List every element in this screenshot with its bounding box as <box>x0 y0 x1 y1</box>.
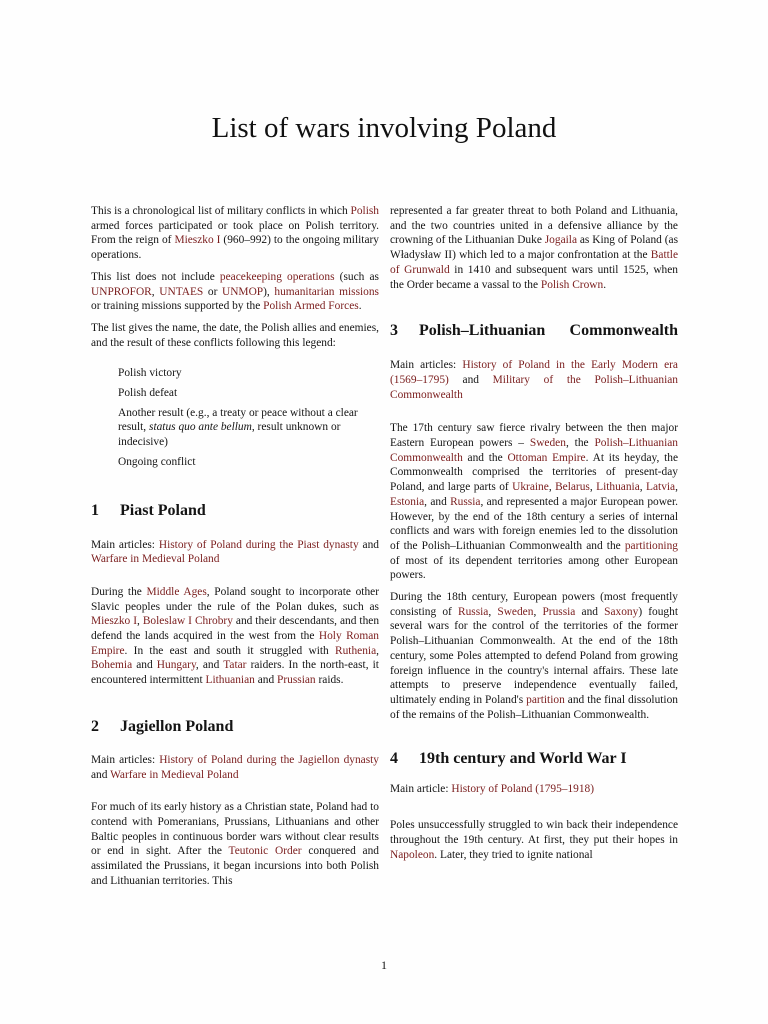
section-number: 4 <box>390 750 398 768</box>
text: (960–992) to the ongoing military operations. <box>91 234 379 262</box>
page-title: List of wars involving Poland <box>211 112 557 144</box>
section-title: 19th century and World War I <box>419 750 627 768</box>
text: , <box>151 285 160 298</box>
legend-ongoing: Ongoing conflict <box>118 455 196 468</box>
text: raids. <box>315 674 344 687</box>
link-mieszko-i[interactable]: Mieszko I <box>91 615 137 628</box>
commonwealth-body-2 <box>390 590 678 722</box>
legend-victory: Polish victory <box>118 367 182 380</box>
link-ukraine[interactable]: Ukraine <box>512 481 549 494</box>
text: . Later, they tried to ignite national <box>434 848 593 861</box>
text: , <box>376 644 379 657</box>
main-articles-jagiellon <box>91 753 379 782</box>
link-battle-of-grunwald[interactable]: Battle of Grunwald <box>390 249 678 276</box>
link-jogaila[interactable]: Jogaila <box>544 234 578 247</box>
text: of most of its dependent territories among other European powers. <box>390 554 678 582</box>
link-saxony[interactable]: Saxony <box>604 605 639 618</box>
text: and <box>132 659 157 672</box>
text: in 1410 and subsequent wars until 1525, when the Order became a vassal to the <box>390 263 679 291</box>
text: Another result (e.g., a treaty or peace without a clear result, <box>118 406 358 434</box>
text: , <box>533 605 543 618</box>
link-polish-armed-forces[interactable]: Polish Armed Forces <box>263 300 359 313</box>
link-untaes[interactable]: UNTAES <box>159 285 204 298</box>
link-teutonic-order[interactable]: Teutonic Order <box>228 845 302 858</box>
link-ottoman-empire[interactable]: Ottoman Empire <box>507 451 586 464</box>
text: . At its heyday, the Commonwealth comprised the territories of present-day Poland, and large parts of <box>390 451 678 494</box>
text: During the <box>91 585 147 598</box>
text: and their descendants, and then defend the lands acquired in the west from the <box>91 615 380 643</box>
link-holy-roman-empire[interactable]: Holy Roman Empire <box>91 630 379 657</box>
link-warfare-medieval-poland[interactable]: Warfare in Medieval Poland <box>110 768 239 781</box>
text: Poles unsuccessfully struggled to win back their independence throughout the 19th century. At first, they put their hopes in <box>390 819 678 846</box>
text: , <box>639 481 647 494</box>
text: , <box>589 481 597 494</box>
jagiellon-continued <box>390 204 678 292</box>
text: , <box>488 605 498 618</box>
link-sweden[interactable]: Sweden <box>529 437 566 450</box>
link-tatar[interactable]: Tatar <box>223 659 247 672</box>
page-number: 1 <box>381 958 387 972</box>
link-prussian[interactable]: Prussian <box>277 674 316 687</box>
link-lithuania[interactable]: Lithuania <box>596 481 640 494</box>
intro-paragraph-2 <box>91 270 379 314</box>
text: and the final dissolution of the remains of the Polish–Lithuanian Commonwealth. <box>390 693 678 721</box>
result-legend <box>118 366 379 469</box>
left-column <box>91 204 379 896</box>
intro-paragraph-3: The list gives the name, the date, the Polish allies and enemies, and the result of these conflicts following this legend: <box>91 321 379 349</box>
legend-other <box>118 406 379 450</box>
text: conquered and assimilated the Prussians, it began incursions into both Polish and Lithuanian territories. This <box>91 845 379 887</box>
section-number: 1 <box>91 501 99 519</box>
link-humanitarian-missions[interactable]: humanitarian missions <box>274 285 379 298</box>
intro-paragraph-1 <box>91 204 379 263</box>
text-italic: status quo ante bellum <box>149 421 252 434</box>
text: , and <box>424 495 451 508</box>
piast-body <box>91 585 379 688</box>
text: or training missions supported by the <box>91 300 264 313</box>
main-article-19th-century <box>390 782 678 797</box>
commonwealth-body-1 <box>390 421 678 583</box>
text: and <box>575 605 605 618</box>
jagiellon-body <box>91 800 379 888</box>
text: This is a chronological list of military conflicts in which <box>91 205 351 217</box>
legend-defeat: Polish defeat <box>118 387 178 400</box>
section-title: Jagiellon Poland <box>120 717 234 735</box>
19th-century-body <box>390 818 678 862</box>
text: , <box>137 615 143 628</box>
link-unprofor[interactable]: UNPROFOR <box>91 285 152 298</box>
text: Main articles: <box>390 359 463 372</box>
section-number: 2 <box>91 717 99 735</box>
text: Main article: <box>390 783 452 796</box>
text: (such as <box>334 270 379 283</box>
text: or <box>203 285 222 298</box>
text: and <box>358 538 379 551</box>
text: and the <box>462 451 508 464</box>
right-column <box>390 204 678 869</box>
text: and <box>448 373 493 386</box>
main-articles-commonwealth <box>390 358 678 402</box>
link-estonia[interactable]: Estonia <box>390 495 425 508</box>
link-belarus[interactable]: Belarus <box>555 481 590 494</box>
text: Main articles: <box>91 753 160 766</box>
text: ), <box>263 285 275 298</box>
text: , and represented a major European power. However, by the end of the 18th century a series of internal conflicts and wars with foreign enemies led to the dissolution of the Polish–Lithuanian Commonwealth and the <box>390 495 679 552</box>
link-polish[interactable]: Polish <box>350 205 379 217</box>
link-military-commonwealth[interactable]: Military of the Polish–Lithuanian Commonwealth <box>390 373 678 401</box>
link-napoleon[interactable]: Napoleon <box>390 848 435 861</box>
section-title: Polish–Lithuanian Commonwealth <box>419 322 678 340</box>
section-number: 3 <box>390 322 398 340</box>
text: and <box>254 674 278 687</box>
link-history-piast[interactable]: History of Poland during the Piast dynasty <box>158 538 359 551</box>
text: armed forces participated or took place on Polish territory. From the reign of <box>91 219 379 247</box>
link-polish-lithuanian-commonwealth[interactable]: Polish–Lithuanian Commonwealth <box>390 437 678 464</box>
section-heading-commonwealth <box>390 320 678 341</box>
text: , <box>548 481 556 494</box>
section-heading-jagiellon <box>91 716 379 737</box>
link-history-1795-1918[interactable]: History of Poland (1795–1918) <box>451 783 595 796</box>
link-ruthenia[interactable]: Ruthenia <box>335 644 377 657</box>
link-warfare-medieval-poland[interactable]: Warfare in Medieval Poland <box>91 553 220 566</box>
main-articles-piast <box>91 538 379 567</box>
link-russia[interactable]: Russia <box>450 495 481 508</box>
link-boleslaw-i[interactable]: Boleslaw I Chrobry <box>142 615 233 628</box>
text: . <box>603 278 607 291</box>
link-middle-ages[interactable]: Middle Ages <box>146 585 207 598</box>
link-mieszko-i[interactable]: Mieszko I <box>174 234 221 247</box>
text: , result unknown or indecisive) <box>118 421 341 449</box>
link-hungary[interactable]: Hungary <box>156 659 196 672</box>
link-history-jagiellon[interactable]: History of Poland during the Jagiellon dynasty <box>159 753 379 766</box>
text: , <box>675 481 678 494</box>
link-partition[interactable]: partition <box>526 693 565 706</box>
link-partitioning[interactable]: partitioning <box>624 539 678 552</box>
section-title: Piast Poland <box>120 501 206 519</box>
link-sweden[interactable]: Sweden <box>497 605 534 618</box>
text: During the 18th century, European powers (most frequently consisting of <box>390 591 678 618</box>
section-heading-19th-century <box>390 748 678 769</box>
text: For much of its early history as a Christian state, Poland had to contend with Pomeranians, Prussians, Lithuanians and other Baltic peoples in continuous border wars without clear results or end in sight. After the <box>91 801 379 858</box>
text: raiders. In the north-east, it encountered intermittent <box>91 659 379 687</box>
link-latvia[interactable]: Latvia <box>646 481 676 494</box>
link-polish-crown[interactable]: Polish Crown <box>540 278 604 291</box>
text: . <box>358 300 362 313</box>
text: ) fought several wars for the control of the territories of the former Polish–Lithuanian Commonwealth. At the end of the 18th century, some Poles attempted to defend Poland from growing foreign influence in the country's internal affairs. These late attempts to preserve independence eventually failed, ultimately ending in Poland's <box>390 605 678 706</box>
link-unmop[interactable]: UNMOP <box>221 285 264 298</box>
text: and <box>91 768 111 781</box>
section-heading-piast <box>91 500 379 521</box>
text: , Poland sought to incorporate other Slavic peoples under the rule of the Polan dukes, such as <box>91 585 379 613</box>
link-prussia[interactable]: Prussia <box>542 605 576 618</box>
text: , the <box>565 437 595 450</box>
text: This list does not include <box>91 270 220 283</box>
text: Main articles: <box>91 538 159 551</box>
link-bohemia[interactable]: Bohemia <box>91 659 133 672</box>
link-russia[interactable]: Russia <box>457 605 489 618</box>
text: , and <box>195 659 224 672</box>
text: The 17th century saw fierce rivalry between the then major Eastern European powers – <box>390 422 678 450</box>
link-lithuanian[interactable]: Lithuanian <box>205 674 255 687</box>
text: as King of Poland (as Władysław II) which led to a major confrontation at the <box>390 234 678 262</box>
link-history-early-modern[interactable]: History of Poland in the Early Modern era (1569–1795) <box>390 359 678 386</box>
text: . In the east and south it struggled with <box>124 644 336 657</box>
text: represented a far greater threat to both Poland and Lithuania, and the two countries united in a defensive alliance by the crowning of the Lithuanian Duke <box>390 205 678 247</box>
link-peacekeeping-operations[interactable]: peacekeeping operations <box>219 270 335 283</box>
